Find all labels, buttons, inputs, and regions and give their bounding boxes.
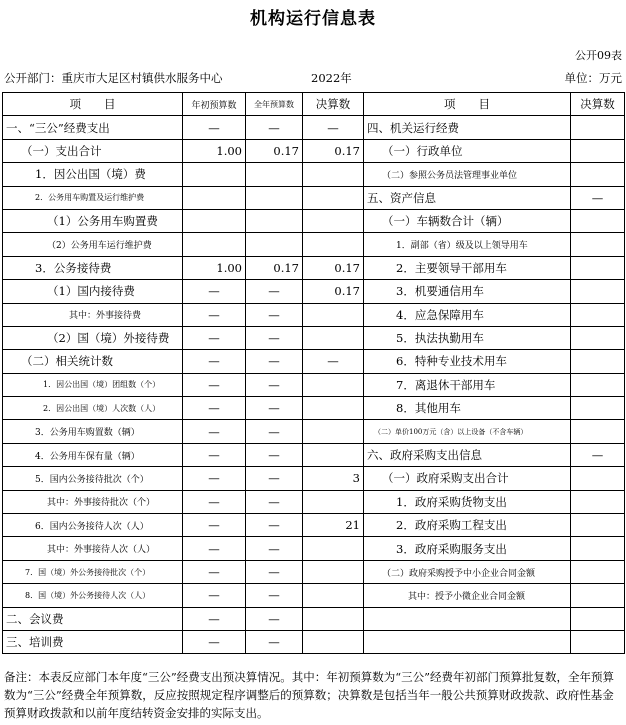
final-amount [303,420,364,443]
full-budget: — [246,350,303,373]
full-budget: 0.17 [246,139,303,162]
full-budget: — [246,467,303,490]
initial-budget [183,209,246,232]
table-row [3,139,625,162]
right-item: 3．机要通信用车 [364,280,571,303]
left-item: 三、培训费 [3,630,183,653]
right-final [571,490,625,513]
table-row [3,397,625,420]
initial-budget: — [183,280,246,303]
final-amount [303,560,364,583]
right-final: — [571,186,625,209]
year-label: 2022年 [311,71,352,85]
right-item: （二）政府采购授予中小企业合同金额 [364,560,571,583]
right-item: 五、资产信息 [364,186,571,209]
full-budget: 0.17 [246,256,303,279]
full-budget: — [246,490,303,513]
final-amount: 21 [303,514,364,537]
left-item: （1）公务用车购置费 [3,209,183,232]
right-item: 3．政府采购服务支出 [364,537,571,560]
table-row [3,490,625,513]
right-final [571,303,625,326]
initial-budget: — [183,116,246,139]
final-amount [303,607,364,630]
table-row [3,514,625,537]
header-final-right: 决算数 [571,93,625,116]
full-budget: — [246,560,303,583]
final-amount [303,443,364,466]
final-amount [303,397,364,420]
left-item: 2．因公出国（境）人次数（人） [3,397,183,420]
right-item: （二）单价100万元（含）以上设备（不含车辆） [364,420,571,443]
right-final [571,420,625,443]
table-title: 机构运行信息表 [250,9,376,29]
right-item: 6．特种专业技术用车 [364,350,571,373]
right-final [571,467,625,490]
left-item: 1．因公出国（境）团组数（个） [3,373,183,396]
final-amount [303,537,364,560]
final-amount: — [303,350,364,373]
right-item: 7．离退休干部用车 [364,373,571,396]
full-budget: — [246,443,303,466]
initial-budget: — [183,467,246,490]
form-number: 公开09表 [575,49,622,62]
full-budget [246,233,303,256]
left-item: （1）国内接待费 [3,280,183,303]
department-label: 公开部门：重庆市大足区村镇供水服务中心 [4,71,223,85]
full-budget: — [246,303,303,326]
left-item: 4．公务用车保有量（辆） [3,443,183,466]
left-item: （二）相关统计数 [3,350,183,373]
full-budget: — [246,280,303,303]
right-final [571,256,625,279]
final-amount [303,373,364,396]
right-final [571,397,625,420]
header-final-left: 决算数 [303,93,364,116]
initial-budget [183,233,246,256]
right-final [571,116,625,139]
table-row [3,186,625,209]
initial-budget: — [183,537,246,560]
initial-budget: — [183,420,246,443]
right-final [571,514,625,537]
full-budget: — [246,420,303,443]
initial-budget: — [183,630,246,653]
info-table [2,92,625,654]
table-row [3,584,625,607]
right-item: （一）政府采购支出合计 [364,467,571,490]
initial-budget: — [183,514,246,537]
initial-budget: 1.00 [183,139,246,162]
left-item: 8．国（境）外公务接待人次（人） [3,584,183,607]
final-amount: 0.17 [303,280,364,303]
initial-budget [183,163,246,186]
table-row [3,303,625,326]
initial-budget: — [183,607,246,630]
table-row [3,350,625,373]
full-budget: — [246,607,303,630]
right-item: 六、政府采购支出信息 [364,443,571,466]
left-item: 3．公务用车购置数（辆） [3,420,183,443]
table-row [3,537,625,560]
table-row [3,607,625,630]
header-item-left: 项 目 [3,93,183,116]
right-item: 5．执法执勤用车 [364,326,571,349]
final-amount: 0.17 [303,139,364,162]
right-final [571,350,625,373]
full-budget [246,163,303,186]
final-amount: — [303,116,364,139]
initial-budget: — [183,584,246,607]
final-amount: 0.17 [303,256,364,279]
final-amount [303,303,364,326]
right-final [571,139,625,162]
right-item [364,607,571,630]
table-row [3,443,625,466]
right-final [571,537,625,560]
right-final [571,209,625,232]
initial-budget: — [183,326,246,349]
initial-budget: — [183,490,246,513]
right-item: 其中：授予小微企业合同金额 [364,584,571,607]
left-item: 6．国内公务接待人次（人） [3,514,183,537]
left-item: 其中：外事接待批次（个） [3,490,183,513]
right-final [571,560,625,583]
right-final [571,233,625,256]
final-amount [303,186,364,209]
table-row [3,467,625,490]
table-row [3,233,625,256]
full-budget: — [246,514,303,537]
full-budget: — [246,397,303,420]
left-item: 2．公务用车购置及运行维护费 [3,186,183,209]
initial-budget: — [183,350,246,373]
right-item: 1．副部（省）级及以上领导用车 [364,233,571,256]
left-item: （一）支出合计 [3,139,183,162]
initial-budget: — [183,303,246,326]
meta-row [0,70,626,86]
right-final: — [571,443,625,466]
header-budget-initial: 年初预算数 [183,93,246,116]
right-item: 1．政府采购货物支出 [364,490,571,513]
full-budget [246,209,303,232]
right-final [571,607,625,630]
left-item: 二、会议费 [3,607,183,630]
right-item: （一）行政单位 [364,139,571,162]
right-final [571,584,625,607]
right-item [364,630,571,653]
table-row [3,163,625,186]
right-item: 4．应急保障用车 [364,303,571,326]
table-row [3,116,625,139]
table-row [3,256,625,279]
header-row [3,93,625,116]
initial-budget: 1.00 [183,256,246,279]
right-final [571,630,625,653]
final-amount [303,630,364,653]
right-item: 2．主要领导干部用车 [364,256,571,279]
full-budget [246,186,303,209]
left-item: 其中：外事接待人次（人） [3,537,183,560]
initial-budget: — [183,443,246,466]
right-item: 2．政府采购工程支出 [364,514,571,537]
right-final [571,373,625,396]
final-amount: 3 [303,467,364,490]
table-row [3,373,625,396]
header-item-right: 项 目 [364,93,571,116]
table-row [3,560,625,583]
table-row [3,420,625,443]
full-budget: — [246,116,303,139]
left-item: 3．公务接待费 [3,256,183,279]
full-budget: — [246,537,303,560]
final-amount [303,584,364,607]
right-final [571,326,625,349]
table-row [3,280,625,303]
left-item: 一、“三公”经费支出 [3,116,183,139]
right-final [571,280,625,303]
header-budget-full: 全年预算数 [246,93,303,116]
initial-budget [183,186,246,209]
final-amount [303,490,364,513]
final-amount [303,326,364,349]
right-item: （一）车辆数合计（辆） [364,209,571,232]
table-row [3,209,625,232]
left-item: 其中：外事接待费 [3,303,183,326]
footnote: 备注：本表反应部门本年度“三公”经费支出预决算情况。其中：年初预算数为“三公”经费年初部门预算批复数，全年预算数为“三公”经费全年预算数，反应按照规定程序调整后的预算数；决算数是包括当年一般公共预算财政拨款、政府性基金预算财政拨款和以前年度结转资金安排的实际支出。 [4,670,615,720]
full-budget: — [246,584,303,607]
full-budget: — [246,326,303,349]
initial-budget: — [183,560,246,583]
table-row [3,630,625,653]
left-item: （2）公务用车运行维护费 [3,233,183,256]
final-amount [303,163,364,186]
initial-budget: — [183,373,246,396]
right-item: （二）参照公务员法管理事业单位 [364,163,571,186]
left-item: 5．国内公务接待批次（个） [3,467,183,490]
final-amount [303,233,364,256]
final-amount [303,209,364,232]
left-item: （2）国（境）外接待费 [3,326,183,349]
full-budget: — [246,373,303,396]
full-budget: — [246,630,303,653]
right-item: 四、机关运行经费 [364,116,571,139]
table-row [3,326,625,349]
right-item: 8．其他用车 [364,397,571,420]
initial-budget: — [183,397,246,420]
left-item: 7．国（境）外公务接待批次（个） [3,560,183,583]
right-final [571,163,625,186]
left-item: 1．因公出国（境）费 [3,163,183,186]
unit-label: 单位：万元 [564,71,622,85]
